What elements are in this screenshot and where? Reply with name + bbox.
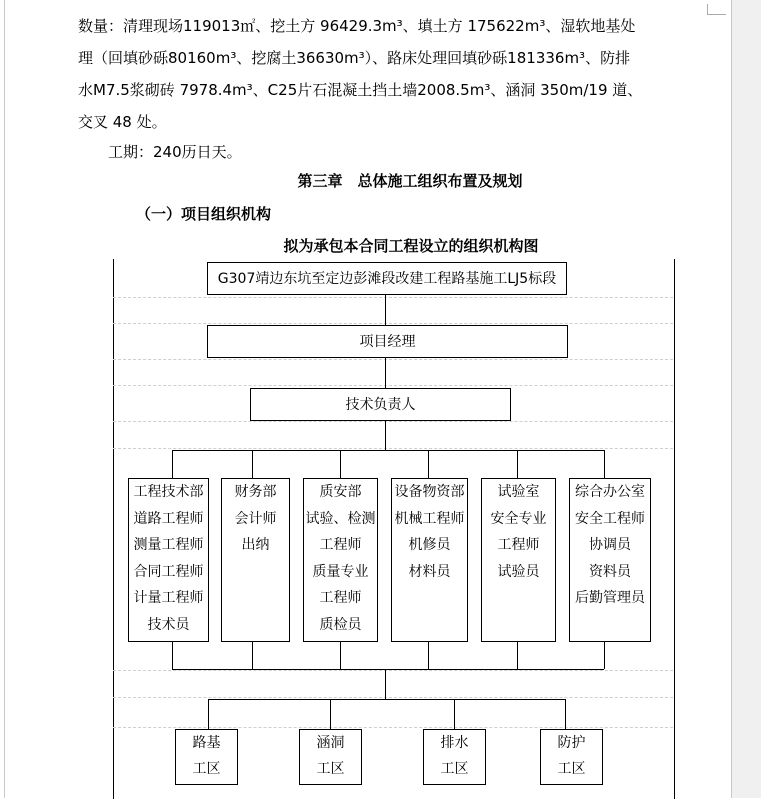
dept-line: 出纳 bbox=[241, 537, 270, 553]
table-gridline bbox=[113, 448, 673, 449]
dept-line: 工程师 bbox=[497, 537, 540, 553]
connector-line bbox=[340, 450, 341, 478]
dept-line: 工程师 bbox=[319, 537, 362, 553]
connector-line bbox=[172, 450, 604, 451]
section-title: （一）项目组织机构 bbox=[136, 205, 272, 223]
dept-lab bbox=[481, 478, 556, 642]
table-gridline bbox=[113, 297, 673, 298]
dept-line: 试验室 bbox=[497, 484, 540, 500]
dept-line: 试验员 bbox=[497, 563, 540, 580]
table-gridline bbox=[113, 323, 673, 324]
connector-line bbox=[517, 641, 518, 669]
connector-line bbox=[172, 669, 604, 670]
connector-line bbox=[385, 420, 386, 450]
duration-line: 工期：240历日天。 bbox=[108, 143, 242, 161]
chapter-title: 第三章 总体施工组织布置及规划 bbox=[297, 172, 523, 190]
dept-line: 会计师 bbox=[234, 510, 277, 527]
dept-line: 质检员 bbox=[319, 616, 362, 633]
intro-line-3: 水M7.5浆砌砖 7978.4m³、C25片石混凝土挡土墙2008.5m³、涵洞 350m/19 道、 bbox=[78, 81, 643, 99]
connector-line bbox=[208, 699, 209, 729]
connector-line bbox=[385, 357, 386, 388]
dept-line: 质量专业 bbox=[312, 563, 369, 580]
dept-line: 计量工程师 bbox=[133, 590, 204, 606]
page-edge-left bbox=[4, 0, 5, 798]
zone-drainage bbox=[423, 729, 486, 785]
dept-line: 道路工程师 bbox=[133, 510, 204, 527]
intro-line-2: 理（回填砂砾80160m³、挖腐土36630m³）、路床处理回填砂砾181336m³、防排 bbox=[78, 49, 631, 67]
table-gridline bbox=[113, 359, 673, 360]
project-box bbox=[207, 262, 567, 295]
dept-line: 财务部 bbox=[234, 484, 277, 500]
dept-line: 材料员 bbox=[408, 563, 451, 580]
connector-line bbox=[340, 641, 341, 669]
connector-line bbox=[252, 450, 253, 478]
dept-line: 测量工程师 bbox=[133, 537, 204, 553]
connector-line bbox=[385, 669, 386, 699]
dept-office bbox=[569, 478, 651, 642]
connector-line bbox=[565, 699, 566, 729]
connector-line bbox=[517, 450, 518, 478]
table-gridline bbox=[113, 421, 673, 422]
intro-line-1: 数量：清理现场119013㎡、挖土方 96429.3m³、填土方 175622m³、湿软地基处 bbox=[78, 17, 636, 35]
dept-line: 安全工程师 bbox=[575, 510, 645, 527]
dept-finance bbox=[221, 478, 290, 642]
connector-line bbox=[208, 699, 565, 700]
table-gridline bbox=[113, 727, 673, 728]
dept-line: 质安部 bbox=[319, 484, 362, 500]
connector-line bbox=[428, 450, 429, 478]
connector-line bbox=[385, 293, 386, 325]
connector-line bbox=[428, 641, 429, 669]
zone-line: 工区 bbox=[316, 761, 345, 777]
dept-line: 工程技术部 bbox=[133, 484, 204, 500]
zone-line: 工区 bbox=[440, 761, 469, 777]
connector-line bbox=[252, 641, 253, 669]
connector-line bbox=[172, 641, 173, 669]
zone-culvert bbox=[299, 729, 362, 785]
dept-line: 综合办公室 bbox=[575, 484, 645, 500]
dept-line: 设备物资部 bbox=[394, 484, 465, 500]
table-gridline bbox=[113, 385, 673, 386]
connector-line bbox=[604, 641, 605, 669]
zone-line: 工区 bbox=[192, 761, 221, 777]
zone-line: 涵洞 bbox=[316, 735, 345, 751]
dept-line: 合同工程师 bbox=[133, 563, 204, 580]
dept-line: 资料员 bbox=[589, 563, 631, 580]
project-label: G307靖边东坑至定边彭滩段改建工程路基施工LJ5标段 bbox=[217, 270, 557, 287]
manager-box bbox=[207, 325, 568, 358]
dept-equipment bbox=[391, 478, 468, 642]
dept-line: 技术员 bbox=[147, 616, 190, 633]
dept-line: 机修员 bbox=[408, 537, 451, 553]
dept-line: 安全专业 bbox=[490, 510, 547, 527]
tech-lead-box bbox=[250, 388, 511, 421]
org-chart-title: 拟为承包本合同工程设立的组织机构图 bbox=[283, 237, 539, 255]
zone-line: 防护 bbox=[557, 735, 586, 751]
dept-line: 机械工程师 bbox=[394, 510, 465, 527]
dept-line: 试验、检测 bbox=[305, 510, 376, 527]
connector-line bbox=[604, 450, 605, 478]
dept-line: 协调员 bbox=[589, 537, 631, 553]
dept-line: 工程师 bbox=[319, 590, 362, 606]
zone-line: 工区 bbox=[557, 761, 586, 777]
zone-line: 排水 bbox=[440, 735, 469, 751]
zone-protection bbox=[540, 729, 603, 785]
margin-corner-mark bbox=[707, 4, 726, 15]
manager-label: 项目经理 bbox=[359, 333, 416, 350]
dept-engineering bbox=[128, 478, 209, 642]
dept-quality-safety bbox=[303, 478, 378, 642]
connector-line bbox=[454, 699, 455, 729]
dept-line: 后勤管理员 bbox=[575, 590, 645, 606]
scroll-gutter[interactable] bbox=[732, 0, 761, 798]
connector-line bbox=[172, 450, 173, 478]
connector-line bbox=[330, 699, 331, 729]
tech-lead-label: 技术负责人 bbox=[345, 396, 416, 413]
zone-line: 路基 bbox=[192, 735, 221, 751]
intro-line-4: 交叉 48 处。 bbox=[78, 113, 167, 131]
zone-subgrade bbox=[175, 729, 238, 785]
table-gridline bbox=[113, 670, 673, 671]
table-gridline bbox=[113, 697, 673, 698]
